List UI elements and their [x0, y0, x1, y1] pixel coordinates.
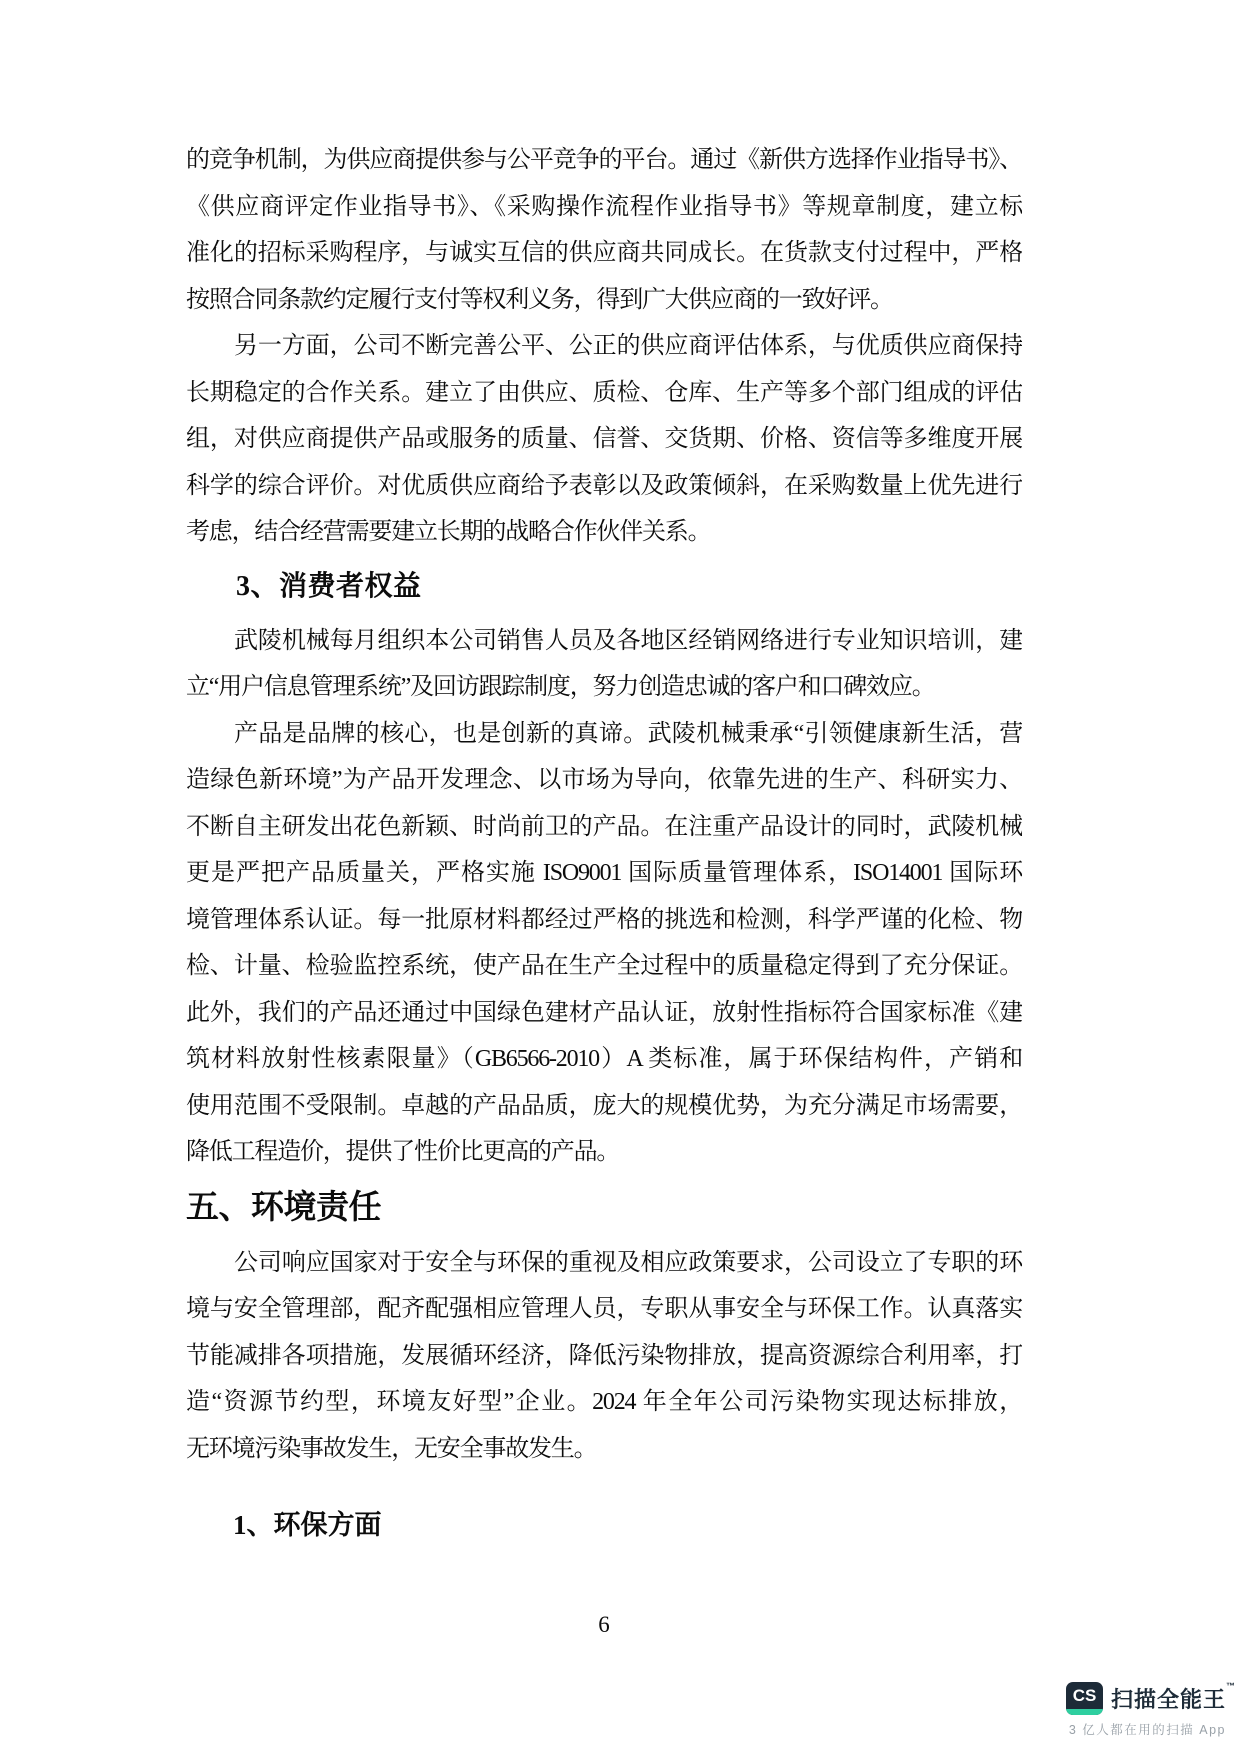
body-line: 考虑，结合经营需要建立长期的战略合作伙伴关系。: [186, 519, 711, 545]
body-line: 节能减排各项措施，发展循环经济，降低污染物排放，提高资源综合利用率，打: [186, 1342, 1022, 1369]
camscanner-brand-text: 扫描全能王: [1111, 1687, 1227, 1712]
body-line: 使用范围不受限制。卓越的产品品质，庞大的规模优势，为充分满足市场需要，: [186, 1092, 1022, 1119]
body-line: 科学的综合评价。对优质供应商给予表彰以及政策倾斜，在采购数量上优先进行: [186, 472, 1022, 499]
body-line: 产品是品牌的核心，也是创新的真谛。武陵机械秉承“引领健康新生活，营: [234, 720, 1022, 747]
paragraph: [186, 323, 1022, 556]
body-line: 长期稳定的合作关系。建立了由供应、质检、仓库、生产等多个部门组成的评估: [186, 379, 1022, 406]
body-line: 无环境污染事故发生，无安全事故发生。: [186, 1435, 597, 1462]
section-heading: 3、消费者权益: [236, 570, 422, 602]
body-line: 境与安全管理部，配齐配强相应管理人员，专职从事安全与环保工作。认真落实: [186, 1296, 1022, 1322]
section-heading: 五、环境责任: [186, 1189, 381, 1226]
paragraph: [186, 137, 1022, 323]
body-line: 的竞争机制，为供应商提供参与公平竞争的平台。通过《新供方选择作业指导书》、: [186, 147, 1022, 173]
body-line: 另一方面，公司不断完善公平、公正的供应商评估体系，与优质供应商保持: [234, 333, 1022, 359]
camscanner-logo-icon: [1066, 1682, 1103, 1715]
body-line: 筑材料放射性核素限量》（GB6566-2010）A 类标准，属于环保结构件，产销和: [186, 1046, 1022, 1072]
body-line: 不断自主研发出花色新颖、时尚前卫的产品。在注重产品设计的同时，武陵机械: [186, 813, 1022, 840]
body-line: 造绿色新环境”为产品开发理念、以市场为导向，依靠先进的生产、科研实力、: [186, 767, 1022, 793]
trademark-symbol: ™: [1226, 1681, 1237, 1691]
body-line: 武陵机械每月组织本公司销售人员及各地区经销网络进行专业知识培训，建: [234, 627, 1022, 654]
paragraph: [186, 618, 1022, 711]
section-heading: 1、环保方面: [233, 1510, 382, 1540]
paragraph: [186, 1240, 1022, 1473]
camscanner-watermark: [1066, 1681, 1237, 1738]
body-line: 按照合同条款约定履行支付等权利义务，得到广大供应商的一致好评。: [186, 286, 893, 313]
body-line: 境管理体系认证。每一批原材料都经过严格的挑选和检测，科学严谨的化检、物: [186, 906, 1022, 933]
body-line: 降低工程造价，提供了性价比更高的产品。: [186, 1139, 620, 1165]
camscanner-brand-row: [1066, 1681, 1237, 1715]
body-line: 《供应商评定作业指导书》、《采购操作流程作业指导书》等规章制度，建立标: [186, 193, 1022, 220]
camscanner-tagline: 3 亿人都在用的扫描 App: [1068, 1723, 1226, 1737]
body-line: 立“用户信息管理系统”及回访跟踪制度，努力创造忠诚的客户和口碑效应。: [186, 674, 935, 700]
body-line: 此外，我们的产品还通过中国绿色建材产品认证，放射性指标符合国家标准《建: [186, 999, 1022, 1026]
body-line: 更是严把产品质量关，严格实施 ISO9001 国际质量管理体系，ISO14001 国际环: [186, 860, 1022, 886]
body-line: 准化的招标采购程序，与诚实互信的供应商共同成长。在货款支付过程中，严格: [186, 240, 1022, 266]
page-number: 6: [598, 1612, 610, 1637]
body-line: 组，对供应商提供产品或服务的质量、信誉、交货期、价格、资信等多维度开展: [186, 426, 1022, 452]
camscanner-brand-name: [1111, 1683, 1236, 1714]
paragraph: [186, 711, 1022, 1176]
body-line: 检、计量、检验监控系统，使产品在生产全过程中的质量稳定得到了充分保证。: [186, 953, 1022, 979]
body-line: 造“资源节约型，环境友好型”企业。2024 年全年公司污染物实现达标排放，: [186, 1389, 1022, 1415]
camscanner-logo-letters: CS: [1072, 1686, 1097, 1705]
camscanner-logo-accent-bar: [1066, 1709, 1103, 1715]
document-text-block: [186, 137, 1022, 1550]
body-line: 公司响应国家对于安全与环保的重视及相应政策要求，公司设立了专职的环: [234, 1249, 1022, 1276]
